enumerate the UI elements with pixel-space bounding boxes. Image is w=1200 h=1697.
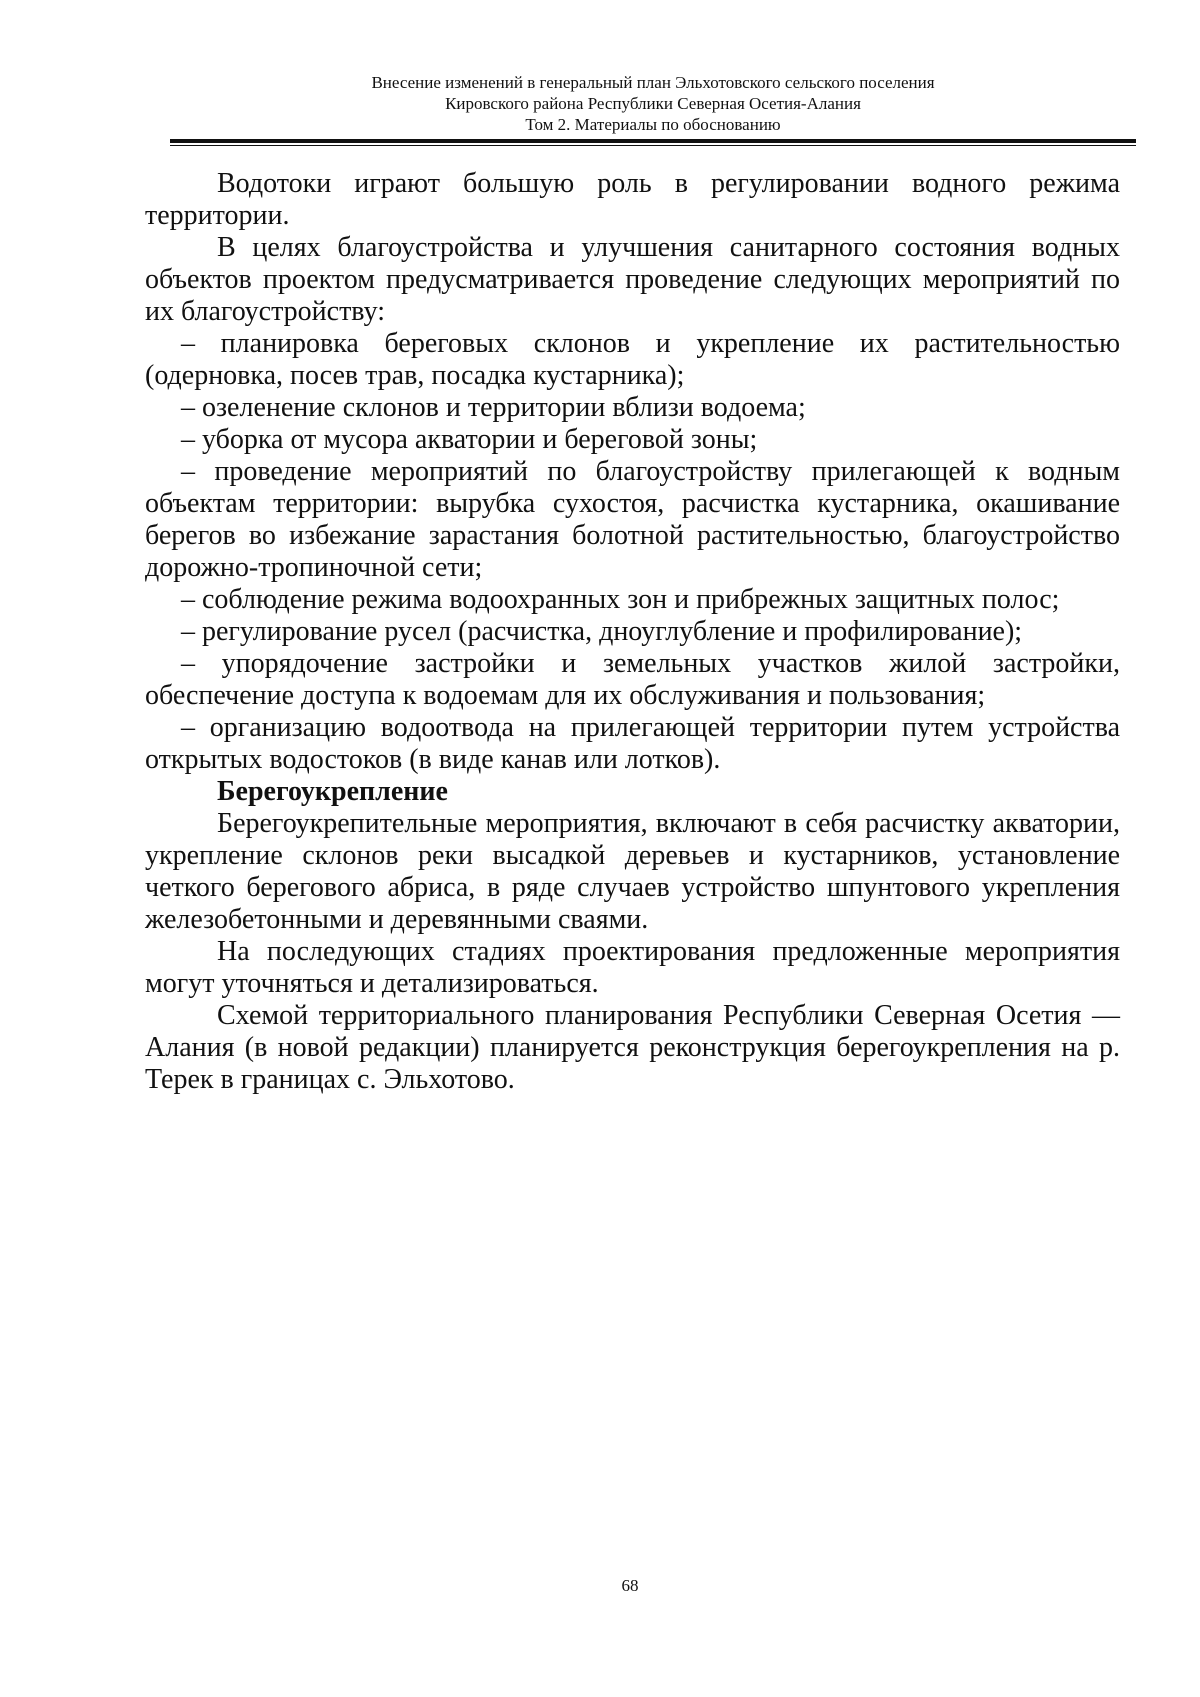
paragraph-measures-intro: В целях благоустройства и улучшения санитарного состояния водных объектов проектом предусматривается проведение следующих мероприятий по их благоустройству: <box>145 232 1120 327</box>
list-item: – упорядочение застройки и земельных участков жилой застройки, обеспечение доступа к водоемам для их обслуживания и пользования; <box>145 648 1120 711</box>
list-item: – озеленение склонов и территории вблизи водоема; <box>181 392 806 423</box>
header-rule-thin <box>170 145 1136 146</box>
header-line-3: Том 2. Материалы по обоснованию <box>525 115 781 134</box>
paragraph-next-stages: На последующих стадиях проектирования предложенные мероприятия могут уточняться и детализироваться. <box>145 936 1120 999</box>
header-line-1: Внесение изменений в генеральный план Эльхотовского сельского поселения <box>371 73 935 92</box>
header-rule-thick <box>170 139 1136 143</box>
list-item: – проведение мероприятий по благоустройству прилегающей к водным объектам территории: вырубка сухостоя, расчистка кустарника, окашивание берегов во избежание зарастания болотной растительностью, благоустройство дорожно-тропиночной сети; <box>145 456 1120 583</box>
paragraph-watercourses: Водотоки играют большую роль в регулировании водного режима территории. <box>145 168 1120 231</box>
header-line-2: Кировского района Республики Северная Осетия-Алания <box>445 94 861 113</box>
document-header <box>170 72 1136 135</box>
list-item: – планировка береговых склонов и укрепление их растительностью (одерновка, посев трав, посадка кустарника); <box>145 328 1120 391</box>
page-number: 68 <box>621 1576 639 1595</box>
list-item: – соблюдение режима водоохранных зон и прибрежных защитных полос; <box>181 584 1060 615</box>
section-heading: Берегоукрепление <box>217 776 448 807</box>
document-body <box>145 168 1120 1096</box>
list-item: – регулирование русел (расчистка, дноуглубление и профилирование); <box>181 616 1023 647</box>
paragraph-bank-protection: Берегоукрепительные мероприятия, включают в себя расчистку акватории, укрепление склонов реки высадкой деревьев и кустарников, установление четкого берегового абриса, в ряде случаев устройство шпунтового укрепления железобетонными и деревянными сваями. <box>145 808 1120 935</box>
list-item: – уборка от мусора акватории и береговой зоны; <box>181 424 758 455</box>
paragraph-territorial-scheme: Схемой территориального планирования Республики Северная Осетия — Алания (в новой редакции) планируется реконструкция берегоукрепления на р. Терек в границах с. Эльхотово. <box>145 1000 1120 1095</box>
list-item: – организацию водоотвода на прилегающей территории путем устройства открытых водостоков (в виде канав или лотков). <box>145 712 1120 775</box>
